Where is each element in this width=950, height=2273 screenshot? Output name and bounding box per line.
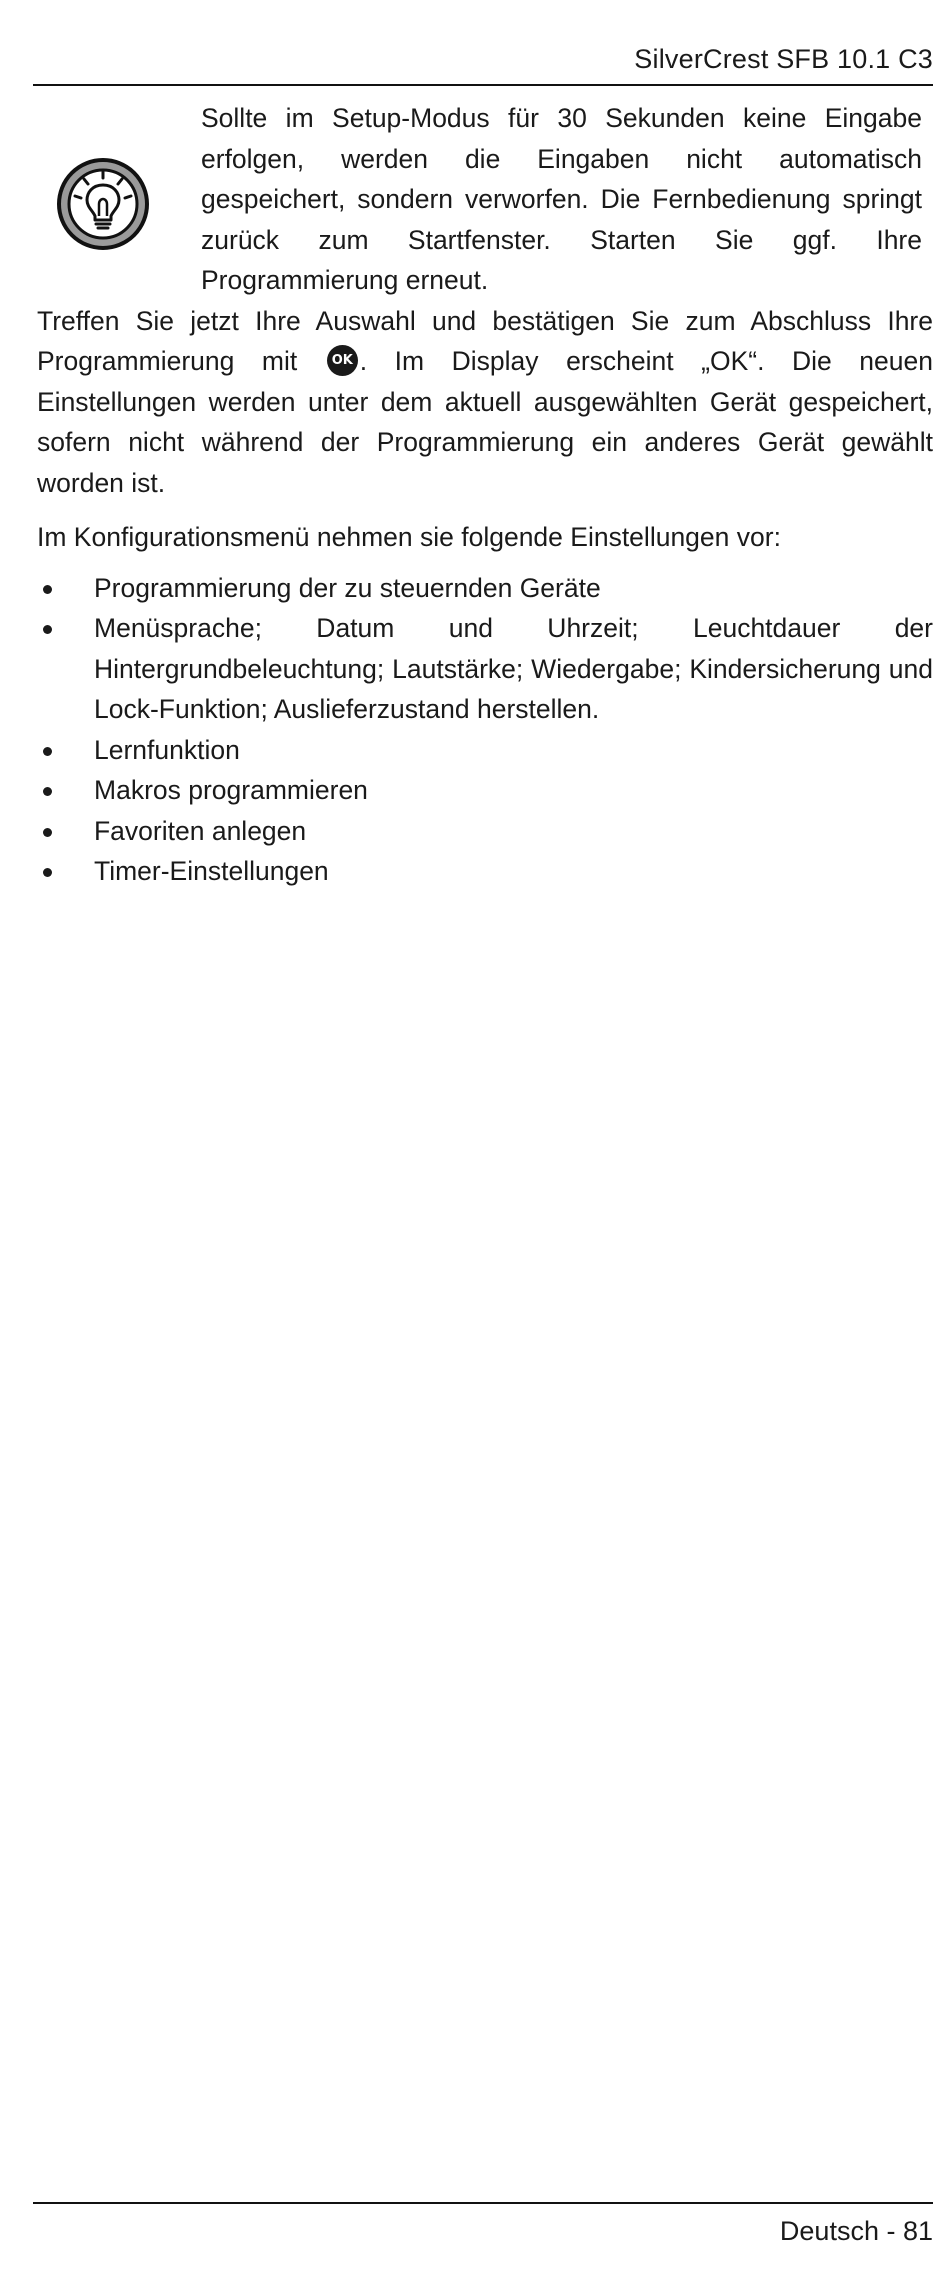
- list-item: Menüsprache; Datum und Uhrzeit; Leuchtdauer der Hintergrundbeleuchtung; Lautstärke; Wiedergabe; Kindersicherung und Lock-Funktion; Auslieferzustand herstellen.: [37, 608, 933, 730]
- list-item: Favoriten anlegen: [37, 811, 933, 852]
- paragraph-confirm-start: Treffen Sie jetzt Ihre Auswahl und bestätigen Sie zum Abschluss Ihre Programmierung mit: [37, 305, 933, 376]
- settings-list: [37, 568, 933, 892]
- bullet-icon: [43, 747, 52, 756]
- page-content: [37, 98, 933, 892]
- list-item: Programmierung der zu steuernden Geräte: [37, 568, 933, 609]
- lightbulb-icon: [57, 158, 149, 250]
- bullet-icon: [43, 625, 52, 634]
- list-item: Lernfunktion: [37, 730, 933, 771]
- paragraph-confirm: [37, 301, 933, 504]
- header-title: SilverCrest SFB 10.1 C3: [634, 44, 933, 74]
- list-item: Timer-Einstellungen: [37, 851, 933, 892]
- bullet-icon: [43, 787, 52, 796]
- note-text: Sollte im Setup-Modus für 30 Sekunden keine Eingabe erfolgen, werden die Eingaben nicht automatisch gespeichert, sondern verworfen. Die Fernbedienung springt zurück zum Startfenster. Starten Sie ggf. Ihre Programmierung erneut.: [201, 103, 922, 295]
- bullet-icon: [43, 585, 52, 594]
- ok-button-icon: OK: [327, 345, 358, 376]
- page-footer: [33, 2202, 933, 2246]
- bullet-icon: [43, 868, 52, 877]
- bullet-icon: [43, 828, 52, 837]
- paragraph-confirm-end: . Im Display erscheint „OK“. Die neuen Einstellungen werden unter dem aktuell ausgewählten Gerät gespeichert, sofern nicht während der Programmierung ein anderes Gerät gewählt worden ist.: [37, 346, 933, 498]
- page-number: Deutsch - 81: [779, 2216, 933, 2246]
- list-item: Makros programmieren: [37, 770, 933, 811]
- paragraph-config-menu: Im Konfigurationsmenü nehmen sie folgende Einstellungen vor:: [37, 522, 781, 552]
- note-box: [37, 98, 933, 301]
- page-header: [33, 40, 933, 86]
